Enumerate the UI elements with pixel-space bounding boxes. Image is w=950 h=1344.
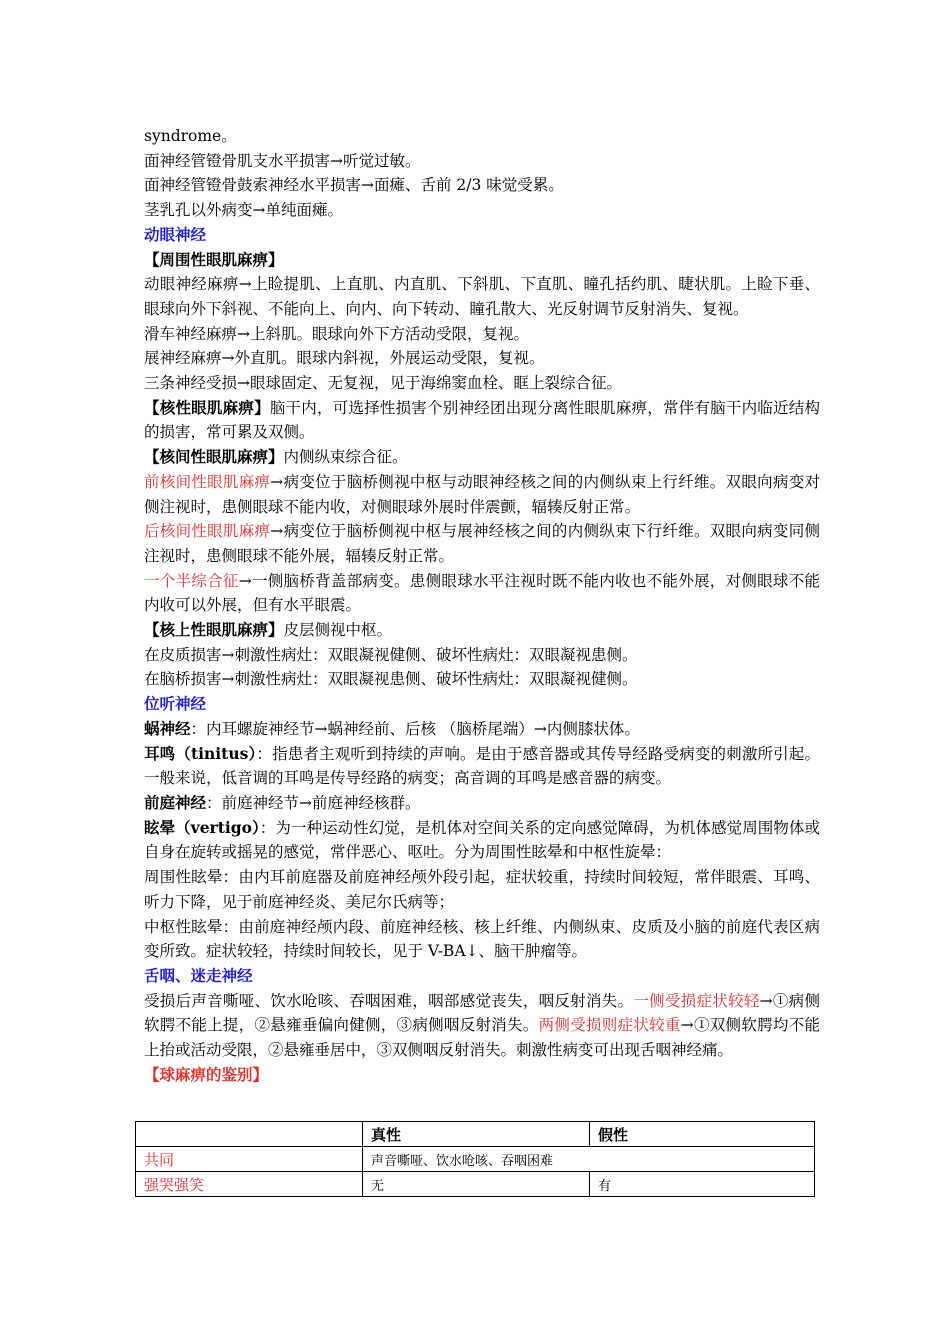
- text-line: 茎乳孔以外病变→单纯面瘫。: [144, 201, 343, 220]
- text: 皮层侧视中枢。: [283, 621, 393, 640]
- paragraph: 周围性眩晕：由内耳前庭器及前庭神经颅外段引起，症状较重，持续时间较短，常伴眼震、耳鸣、听力下降，见于前庭神经炎、美尼尔氏病等；: [144, 868, 820, 911]
- term-bold: 蜗神经: [144, 718, 191, 738]
- subheading-peripheral: 【周围性眼肌麻痹】: [144, 249, 284, 269]
- text: →①病侧软腭不能上提，②悬雍垂偏向健侧，③病侧咽反射消失。: [144, 991, 820, 1035]
- text: →病变位于脑桥侧视中枢与动眼神经核之间的内侧纵束上行纤维。双眼向病变对侧注视时，患侧眼球不能内收，对侧眼球外展时伴震颤，辐辏反射正常。: [144, 472, 820, 516]
- paragraph: [144, 717, 820, 742]
- subheading-internuclear: 【核间性眼肌麻痹】: [144, 447, 284, 467]
- paragraph: [144, 569, 820, 618]
- text: 内侧纵束综合征。: [283, 448, 408, 467]
- paragraph: [144, 816, 820, 865]
- table-row: [136, 1147, 815, 1172]
- text: ：为一种运动性幻觉，是机体对空间关系的定向感觉障碍，为机体感觉周围物体或自身在旋转或摇晃的感觉，常伴恶心、呕吐。分为周围性眩晕和中枢性旋晕：: [144, 818, 820, 862]
- text: 脑干内，可选择性损害个别神经团出现分离性眼肌麻痹，常伴有脑干内临近结构的损害，常可累及双侧。: [144, 398, 820, 442]
- text: ：内耳螺旋神经节→蜗神经前、后核 （脑桥尾端）→内侧膝状体。: [190, 719, 640, 738]
- paragraph: [144, 470, 820, 519]
- paragraph: 展神经麻痹→外直肌。眼球内斜视，外展运动受限，复视。: [144, 349, 545, 368]
- row-label: 共同: [136, 1147, 363, 1172]
- red-term: 一侧受损症状较轻: [633, 991, 760, 1010]
- header-cell: 真性: [363, 1122, 590, 1147]
- table-cell: 有: [590, 1172, 815, 1197]
- text: ：前庭神经节→前庭神经核群。: [206, 793, 421, 812]
- text: →病变位于脑桥侧视中枢与展神经核之间的内侧纵束下行纤维。双眼向病变同侧注视时，患侧眼球不能外展，辐辏反射正常。: [144, 522, 820, 565]
- table-cell: 无: [363, 1172, 590, 1197]
- text: 受损后声音嘶哑、饮水呛咳、吞咽困难，咽部感觉丧失，咽反射消失。: [144, 991, 634, 1010]
- text-line: 在脑桥损害→刺激性病灶：双眼凝视患侧、破坏性病灶：双眼凝视健侧。: [144, 670, 638, 689]
- paragraph: 中枢性眩晕：由前庭神经颅内段、前庭神经核、核上纤维、内侧纵束、皮质及小脑的前庭代表区病变所致。症状较轻，持续时间较长，见于 V-BA↓、脑干肿瘤等。: [144, 917, 820, 961]
- red-term: 一个半综合征: [144, 571, 239, 590]
- table-header-row: [136, 1122, 815, 1147]
- row-label: 强哭强笑: [136, 1172, 363, 1197]
- text: →①双侧软腭均不能上抬或活动受限，②悬雍垂居中，③双侧咽反射消失。刺激性病变可出现舌咽神经痛。: [144, 1016, 820, 1060]
- text-line: syndrome。: [144, 127, 237, 145]
- red-term: 后核间性眼肌麻痹: [144, 522, 271, 541]
- text: ：指患者主观听到持续的声响。是由于感音器或其传导经路受病变的刺激所引起。一般来说，低音调的耳鸣是传导经路的病变；高音调的耳鸣是感音器的病变。: [144, 744, 820, 788]
- paragraph: 滑车神经麻痹→上斜肌。眼球向外下方活动受限，复视。: [144, 324, 529, 343]
- subheading-nuclear: 【核性眼肌麻痹】: [144, 397, 270, 417]
- text-line: 面神经管镫骨肌支水平损害→听觉过敏。: [144, 151, 421, 170]
- term-bold: 耳鸣（tinitus）: [144, 743, 257, 763]
- paragraph: [144, 791, 820, 816]
- paragraph: [144, 618, 820, 643]
- text-line: 在皮质损害→刺激性病灶：双眼凝视健侧、破坏性病灶：双眼凝视患侧。: [144, 645, 638, 664]
- table-title: 【球麻痹的鉴别】: [144, 1064, 269, 1084]
- subheading-supranuclear: 【核上性眼肌麻痹】: [144, 620, 284, 640]
- table-cell: 声音嘶哑、饮水呛咳、吞咽困难: [363, 1147, 815, 1172]
- section-heading-oculomotor: 动眼神经: [144, 224, 207, 244]
- paragraph: [144, 989, 820, 1063]
- paragraph: [144, 742, 820, 791]
- header-cell: [136, 1122, 363, 1147]
- red-term: 两侧受损则症状较重: [538, 1016, 681, 1035]
- text-line: 面神经管镫骨鼓索神经水平损害→面瘫、舌前 2/3 味觉受累。: [144, 176, 564, 195]
- text: →一侧脑桥背盖部病变。患侧眼球水平注视时既不能内收也不能外展，对侧眼球不能内收可以外展，但有水平眼震。: [144, 571, 820, 615]
- section-heading-glossopharyngeal: 舌咽、迷走神经: [144, 965, 253, 985]
- paragraph: 动眼神经麻痹→上睑提肌、上直肌、内直肌、下斜肌、下直肌、瞳孔括约肌、睫状肌。上睑下垂、眼球向外下斜视、不能向上、向内、向下转动、瞳孔散大、光反射调节反射消失、复视。: [144, 275, 820, 318]
- term-bold: 前庭神经: [144, 792, 207, 812]
- header-cell: 假性: [590, 1122, 815, 1147]
- section-heading-vestibulocochlear: 位听神经: [144, 694, 207, 714]
- table-row: [136, 1172, 815, 1197]
- comparison-table: [135, 1121, 815, 1197]
- red-term: 前核间性眼肌麻痹: [144, 472, 271, 491]
- term-bold: 眩晕（vertigo）: [144, 817, 260, 837]
- paragraph: [144, 396, 820, 445]
- paragraph: 三条神经受损→眼球固定、无复视，见于海绵窦血栓、眶上裂综合征。: [144, 374, 622, 393]
- paragraph: [144, 519, 820, 568]
- document-body: [144, 124, 820, 1087]
- paragraph: [144, 445, 820, 470]
